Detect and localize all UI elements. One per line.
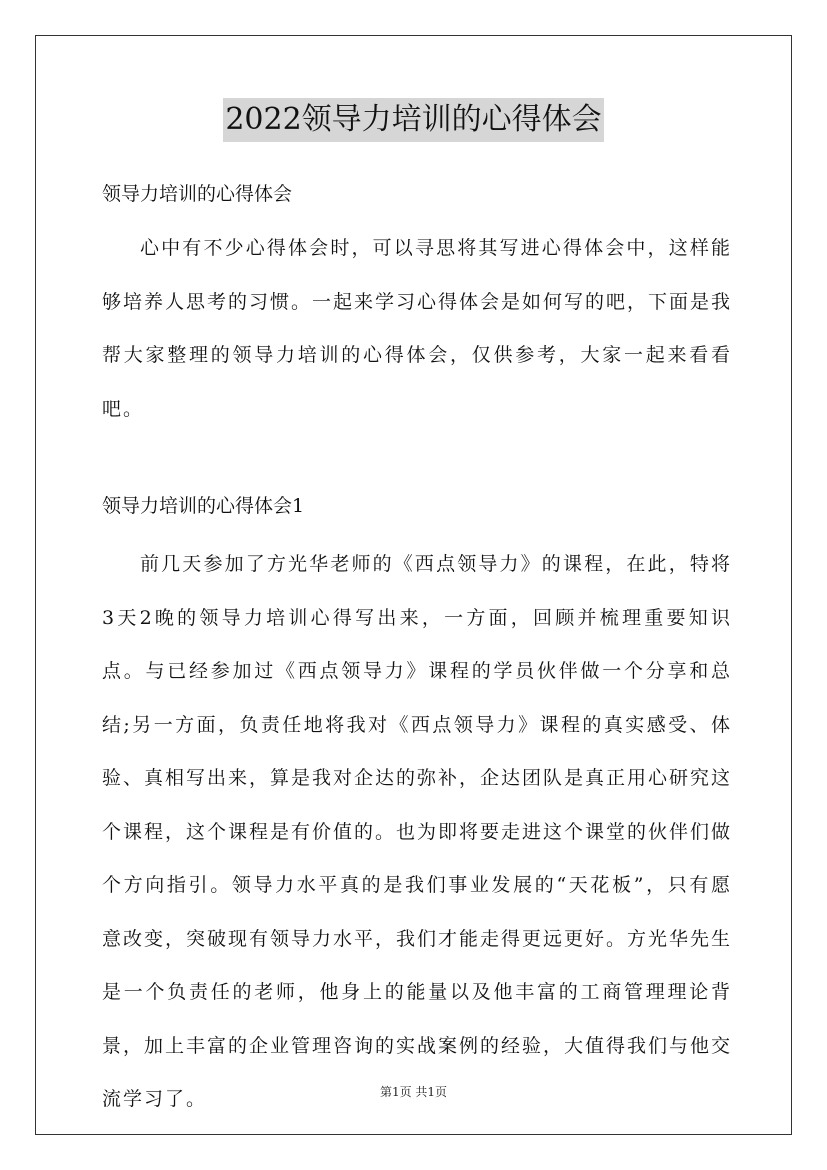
document-title: 2022领导力培训的心得体会	[223, 98, 603, 142]
section-heading: 领导力培训的心得体会	[102, 183, 293, 205]
page-footer: 第1页 共1页	[379, 1085, 448, 1099]
title-container	[0, 98, 827, 142]
intro-paragraph: 心中有不少心得体会时，可以寻思将其写进心得体会中，这样能够培养人思考的习惯。一起来学习心得体会是如何写的吧，下面是我帮大家整理的领导力培训的心得体会，仅供参考，大家一起来看看吧。	[102, 237, 733, 420]
body-paragraph: 前几天参加了方光华老师的《西点领导力》的课程，在此，特将3天2晚的领导力培训心得写出来，一方面，回顾并梳理重要知识点。与已经参加过《西点领导力》课程的学员伙伴做一个分享和总结;另一方面，负责任地将我对《西点领导力》课程的真实感受、体验、真相写出来，算是我对企达的弥补，企达团队是真正用心研究这个课程，这个课程是有价值的。也为即将要走进这个课堂的伙伴们做个方向指引。领导力水平真的是我们事业发展的“天花板”，只有愿意改变，突破现有领导力水平，我们才能走得更远更好。方光华先生是一个负责任的老师，他身上的能量以及他丰富的工商管理理论背景，加上丰富的企业管理咨询的实战案例的经验，大值得我们与他交流学习了。	[102, 553, 733, 1110]
section-heading-1: 领导力培训的心得体会1	[102, 495, 305, 517]
document-body	[102, 172, 732, 1127]
